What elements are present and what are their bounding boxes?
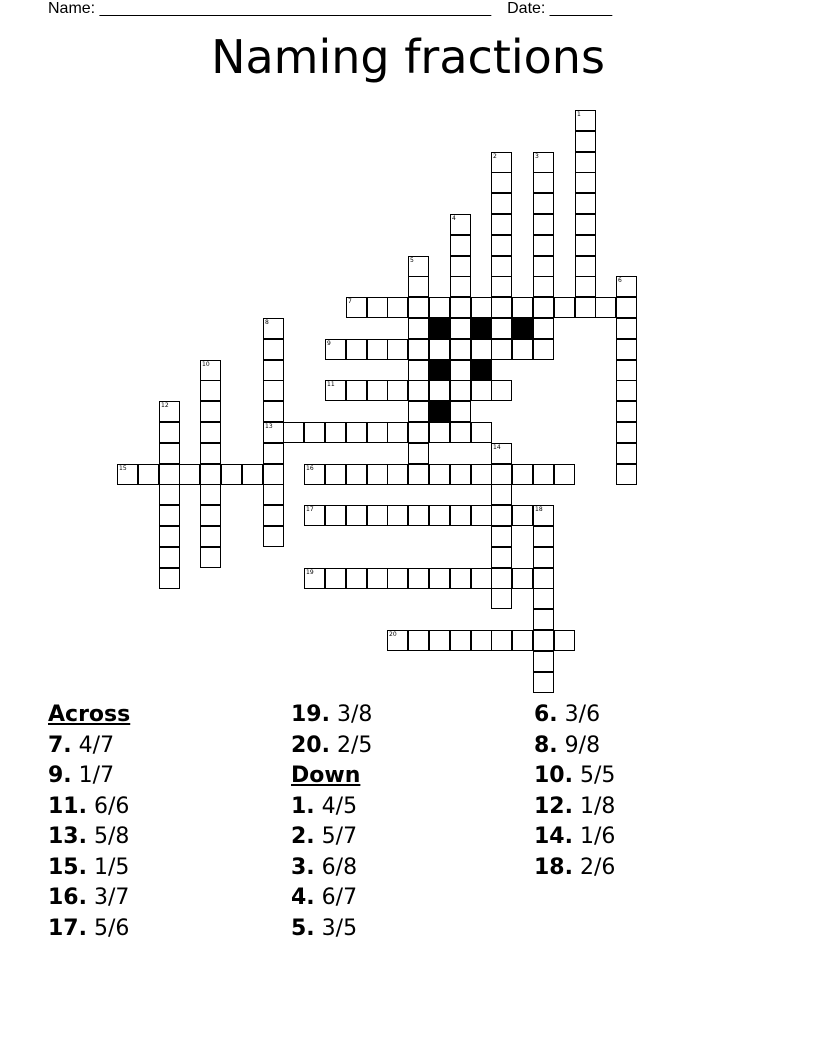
grid-cell[interactable] [471,568,492,589]
grid-cell[interactable] [512,464,533,485]
clue-across-9: 9. 1/7 [48,763,115,788]
grid-cell[interactable] [408,276,429,297]
grid-cell[interactable] [533,214,554,235]
clue-down-6: 6. 3/6 [534,702,601,727]
grid-cell[interactable] [533,193,554,214]
clue-number: 3 [535,153,539,160]
across-heading: Across [48,702,131,727]
grid-cell[interactable] [616,464,637,485]
grid-cell[interactable] [263,464,284,485]
grid-cell[interactable] [346,568,367,589]
clue-column-2 [291,700,372,944]
grid-cell[interactable] [491,235,512,256]
grid-cell[interactable] [533,297,554,318]
grid-cell[interactable] [450,276,471,297]
grid-cell[interactable] [200,401,221,422]
grid-cell[interactable] [325,505,346,526]
grid-cell[interactable] [616,339,637,360]
grid-block [429,360,450,381]
grid-cell[interactable] [304,422,325,443]
grid-cell[interactable] [533,464,554,485]
grid-cell[interactable] [200,422,221,443]
grid-cell[interactable] [325,339,346,360]
grid-cell[interactable] [491,318,512,339]
grid-cell[interactable] [263,401,284,422]
grid-cell[interactable] [138,464,159,485]
grid-cell[interactable] [408,401,429,422]
grid-block [429,401,450,422]
grid-block [429,318,450,339]
grid-cell[interactable] [533,547,554,568]
grid-cell[interactable] [512,505,533,526]
grid-cell[interactable] [491,630,512,651]
grid-cell[interactable] [471,422,492,443]
clue-down-5: 5. 3/5 [291,915,358,941]
down-heading: Down [291,763,361,788]
grid-cell[interactable] [429,464,450,485]
grid-cell[interactable] [429,422,450,443]
grid-cell[interactable] [616,276,637,297]
clue-down-18: 18. 2/6 [534,854,616,880]
grid-cell[interactable] [616,380,637,401]
grid-cell[interactable] [367,422,388,443]
clue-number: 9 [327,340,331,347]
grid-cell[interactable] [367,297,388,318]
name-field[interactable]: Name: ____________________________________________ [48,0,492,17]
grid-cell[interactable] [533,526,554,547]
clue-down-1: 1. 4/5 [291,793,358,819]
grid-cell[interactable] [200,360,221,381]
grid-cell[interactable] [408,630,429,651]
grid-cell[interactable] [346,464,367,485]
grid-cell[interactable] [491,443,512,464]
grid-cell[interactable] [200,526,221,547]
grid-cell[interactable] [491,526,512,547]
grid-cell[interactable] [159,464,180,485]
grid-cell[interactable] [387,568,408,589]
grid-cell[interactable] [200,443,221,464]
grid-cell[interactable] [367,505,388,526]
grid-cell[interactable] [575,193,596,214]
grid-cell[interactable] [346,339,367,360]
name-date-line [48,0,612,18]
clue-across-11: 11. 6/6 [48,793,130,819]
grid-cell[interactable] [450,235,471,256]
grid-cell[interactable] [575,235,596,256]
grid-cell[interactable] [283,422,304,443]
grid-cell[interactable] [575,276,596,297]
grid-cell[interactable] [346,422,367,443]
grid-cell[interactable] [616,297,637,318]
grid-cell[interactable] [512,339,533,360]
grid-cell[interactable] [159,505,180,526]
grid-cell[interactable] [575,297,596,318]
grid-cell[interactable] [595,297,616,318]
grid-cell[interactable] [533,505,554,526]
grid-cell[interactable] [491,193,512,214]
grid-cell[interactable] [471,339,492,360]
clue-column-3 [534,700,615,883]
grid-cell[interactable] [429,380,450,401]
grid-cell[interactable] [325,380,346,401]
grid-cell[interactable] [491,256,512,277]
grid-cell[interactable] [533,672,554,693]
clue-number: 18 [535,506,543,513]
grid-cell[interactable] [533,339,554,360]
clue-number: 15 [119,465,127,472]
grid-cell[interactable] [200,547,221,568]
grid-cell[interactable] [533,152,554,173]
grid-cell[interactable] [554,297,575,318]
grid-cell[interactable] [159,484,180,505]
clue-number: 19 [306,569,314,576]
grid-cell[interactable] [575,214,596,235]
grid-cell[interactable] [304,505,325,526]
clue-down-8: 8. 9/8 [534,732,601,758]
grid-cell[interactable] [616,422,637,443]
clue-number: 8 [265,319,269,326]
grid-cell[interactable] [450,568,471,589]
grid-cell[interactable] [450,630,471,651]
grid-cell[interactable] [450,339,471,360]
clue-number: 17 [306,506,314,513]
grid-cell[interactable] [616,360,637,381]
grid-cell[interactable] [491,505,512,526]
grid-cell[interactable] [616,318,637,339]
grid-cell[interactable] [491,339,512,360]
grid-cell[interactable] [450,380,471,401]
grid-cell[interactable] [533,630,554,651]
grid-cell[interactable] [263,422,284,443]
date-field[interactable]: Date: _______ [507,0,613,17]
grid-cell[interactable] [533,276,554,297]
grid-cell[interactable] [221,464,242,485]
grid-cell[interactable] [263,318,284,339]
grid-cell[interactable] [346,297,367,318]
grid-cell[interactable] [533,235,554,256]
grid-cell[interactable] [387,630,408,651]
clue-down-14: 14. 1/6 [534,824,616,849]
grid-block [512,318,533,339]
grid-cell[interactable] [533,588,554,609]
grid-cell[interactable] [117,464,138,485]
grid-cell[interactable] [471,380,492,401]
clue-number: 5 [410,257,414,264]
grid-cell[interactable] [387,339,408,360]
clue-number: 20 [389,631,397,638]
grid-cell[interactable] [408,443,429,464]
grid-cell[interactable] [450,297,471,318]
grid-cell[interactable] [263,526,284,547]
grid-cell[interactable] [554,464,575,485]
grid-cell[interactable] [408,464,429,485]
grid-cell[interactable] [533,318,554,339]
grid-cell[interactable] [325,464,346,485]
grid-cell[interactable] [471,297,492,318]
grid-cell[interactable] [533,609,554,630]
grid-cell[interactable] [408,318,429,339]
grid-cell[interactable] [367,380,388,401]
grid-cell[interactable] [491,297,512,318]
grid-cell[interactable] [491,464,512,485]
clue-number: 4 [452,215,456,222]
clue-down-2: 2. 5/7 [291,824,358,849]
grid-cell[interactable] [429,630,450,651]
grid-cell[interactable] [179,464,200,485]
grid-cell[interactable] [263,339,284,360]
grid-cell[interactable] [429,505,450,526]
grid-cell[interactable] [512,630,533,651]
grid-cell[interactable] [408,568,429,589]
grid-cell[interactable] [450,214,471,235]
clue-number: 10 [202,361,210,368]
grid-cell[interactable] [367,464,388,485]
grid-cell[interactable] [491,380,512,401]
grid-cell[interactable] [408,339,429,360]
clue-across-16: 16. 3/7 [48,885,130,910]
grid-cell[interactable] [367,568,388,589]
grid-cell[interactable] [159,443,180,464]
grid-cell[interactable] [450,505,471,526]
grid-cell[interactable] [575,256,596,277]
clue-number: 16 [306,465,314,472]
grid-cell[interactable] [491,588,512,609]
grid-cell[interactable] [408,256,429,277]
grid-cell[interactable] [533,172,554,193]
grid-cell[interactable] [242,464,263,485]
grid-cell[interactable] [575,110,596,131]
grid-cell[interactable] [263,484,284,505]
grid-cell[interactable] [325,422,346,443]
grid-cell[interactable] [263,380,284,401]
grid-cell[interactable] [450,360,471,381]
grid-cell[interactable] [491,484,512,505]
grid-cell[interactable] [346,505,367,526]
grid-cell[interactable] [616,443,637,464]
clue-across-13: 13. 5/8 [48,824,130,849]
clue-number: 1 [577,111,581,118]
grid-cell[interactable] [533,256,554,277]
grid-cell[interactable] [408,360,429,381]
grid-cell[interactable] [575,152,596,173]
grid-block [471,318,492,339]
grid-cell[interactable] [263,443,284,464]
grid-cell[interactable] [200,505,221,526]
grid-cell[interactable] [471,630,492,651]
grid-cell[interactable] [450,401,471,422]
grid-cell[interactable] [450,256,471,277]
grid-cell[interactable] [491,152,512,173]
clue-number: 14 [493,444,501,451]
clue-number: 7 [348,298,352,305]
grid-cell[interactable] [429,339,450,360]
clue-across-17: 17. 5/6 [48,915,130,941]
grid-cell[interactable] [533,568,554,589]
grid-cell[interactable] [450,422,471,443]
grid-cell[interactable] [471,464,492,485]
grid-cell[interactable] [325,568,346,589]
grid-cell[interactable] [512,568,533,589]
grid-cell[interactable] [263,505,284,526]
grid-cell[interactable] [387,505,408,526]
grid-cell[interactable] [159,422,180,443]
grid-cell[interactable] [387,297,408,318]
clue-down-12: 12. 1/8 [534,793,616,819]
clue-across-19: 19. 3/8 [291,702,373,727]
grid-cell[interactable] [491,172,512,193]
grid-cell[interactable] [533,651,554,672]
clue-column-1 [48,700,130,944]
grid-cell[interactable] [387,380,408,401]
grid-cell[interactable] [554,630,575,651]
grid-cell[interactable] [450,464,471,485]
grid-cell[interactable] [200,484,221,505]
grid-cell[interactable] [159,568,180,589]
grid-cell[interactable] [159,547,180,568]
grid-cell[interactable] [429,297,450,318]
clue-across-20: 20. 2/5 [291,732,373,758]
page-title: Naming fractions [211,30,605,84]
grid-cell[interactable] [471,505,492,526]
clue-number: 11 [327,381,335,388]
grid-cell[interactable] [304,568,325,589]
clue-down-4: 4. 6/7 [291,885,358,910]
clue-down-10: 10. 5/5 [534,763,616,788]
grid-cell[interactable] [491,547,512,568]
grid-cell[interactable] [491,214,512,235]
clue-number: 13 [265,423,273,430]
grid-cell[interactable] [200,464,221,485]
clue-across-15: 15. 1/5 [48,854,130,880]
grid-cell[interactable] [159,401,180,422]
grid-cell[interactable] [408,422,429,443]
grid-cell[interactable] [429,568,450,589]
grid-cell[interactable] [491,568,512,589]
grid-cell[interactable] [346,380,367,401]
grid-cell[interactable] [304,464,325,485]
clue-number: 6 [618,277,622,284]
grid-cell[interactable] [575,131,596,152]
clue-across-7: 7. 4/7 [48,732,115,758]
clue-number: 12 [161,402,169,409]
grid-cell[interactable] [263,360,284,381]
grid-cell[interactable] [159,526,180,547]
grid-block [471,360,492,381]
grid-cell[interactable] [408,297,429,318]
clue-down-3: 3. 6/8 [291,854,358,880]
grid-cell[interactable] [408,505,429,526]
grid-cell[interactable] [491,276,512,297]
grid-cell[interactable] [450,318,471,339]
grid-cell[interactable] [616,401,637,422]
grid-cell[interactable] [387,422,408,443]
grid-cell[interactable] [367,339,388,360]
grid-cell[interactable] [200,380,221,401]
grid-cell[interactable] [575,172,596,193]
grid-cell[interactable] [512,297,533,318]
grid-cell[interactable] [408,380,429,401]
grid-cell[interactable] [387,464,408,485]
clue-number: 2 [493,153,497,160]
